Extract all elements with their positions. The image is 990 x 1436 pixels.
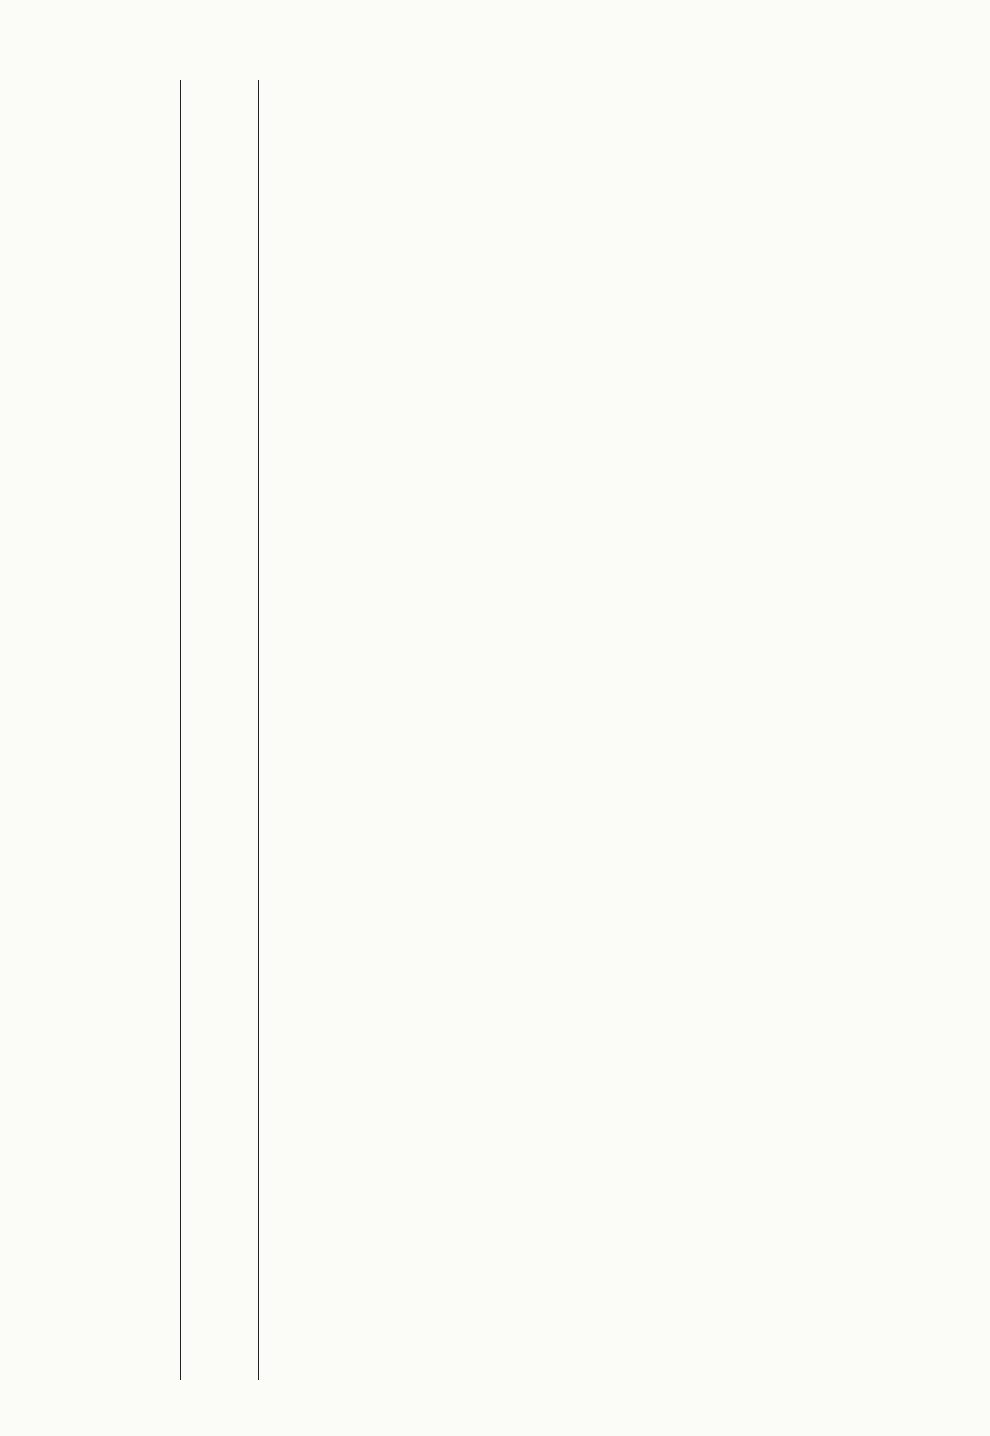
rotated-table-page xyxy=(80,80,910,1380)
header-rule xyxy=(258,80,259,1380)
top-rule xyxy=(180,80,181,1380)
